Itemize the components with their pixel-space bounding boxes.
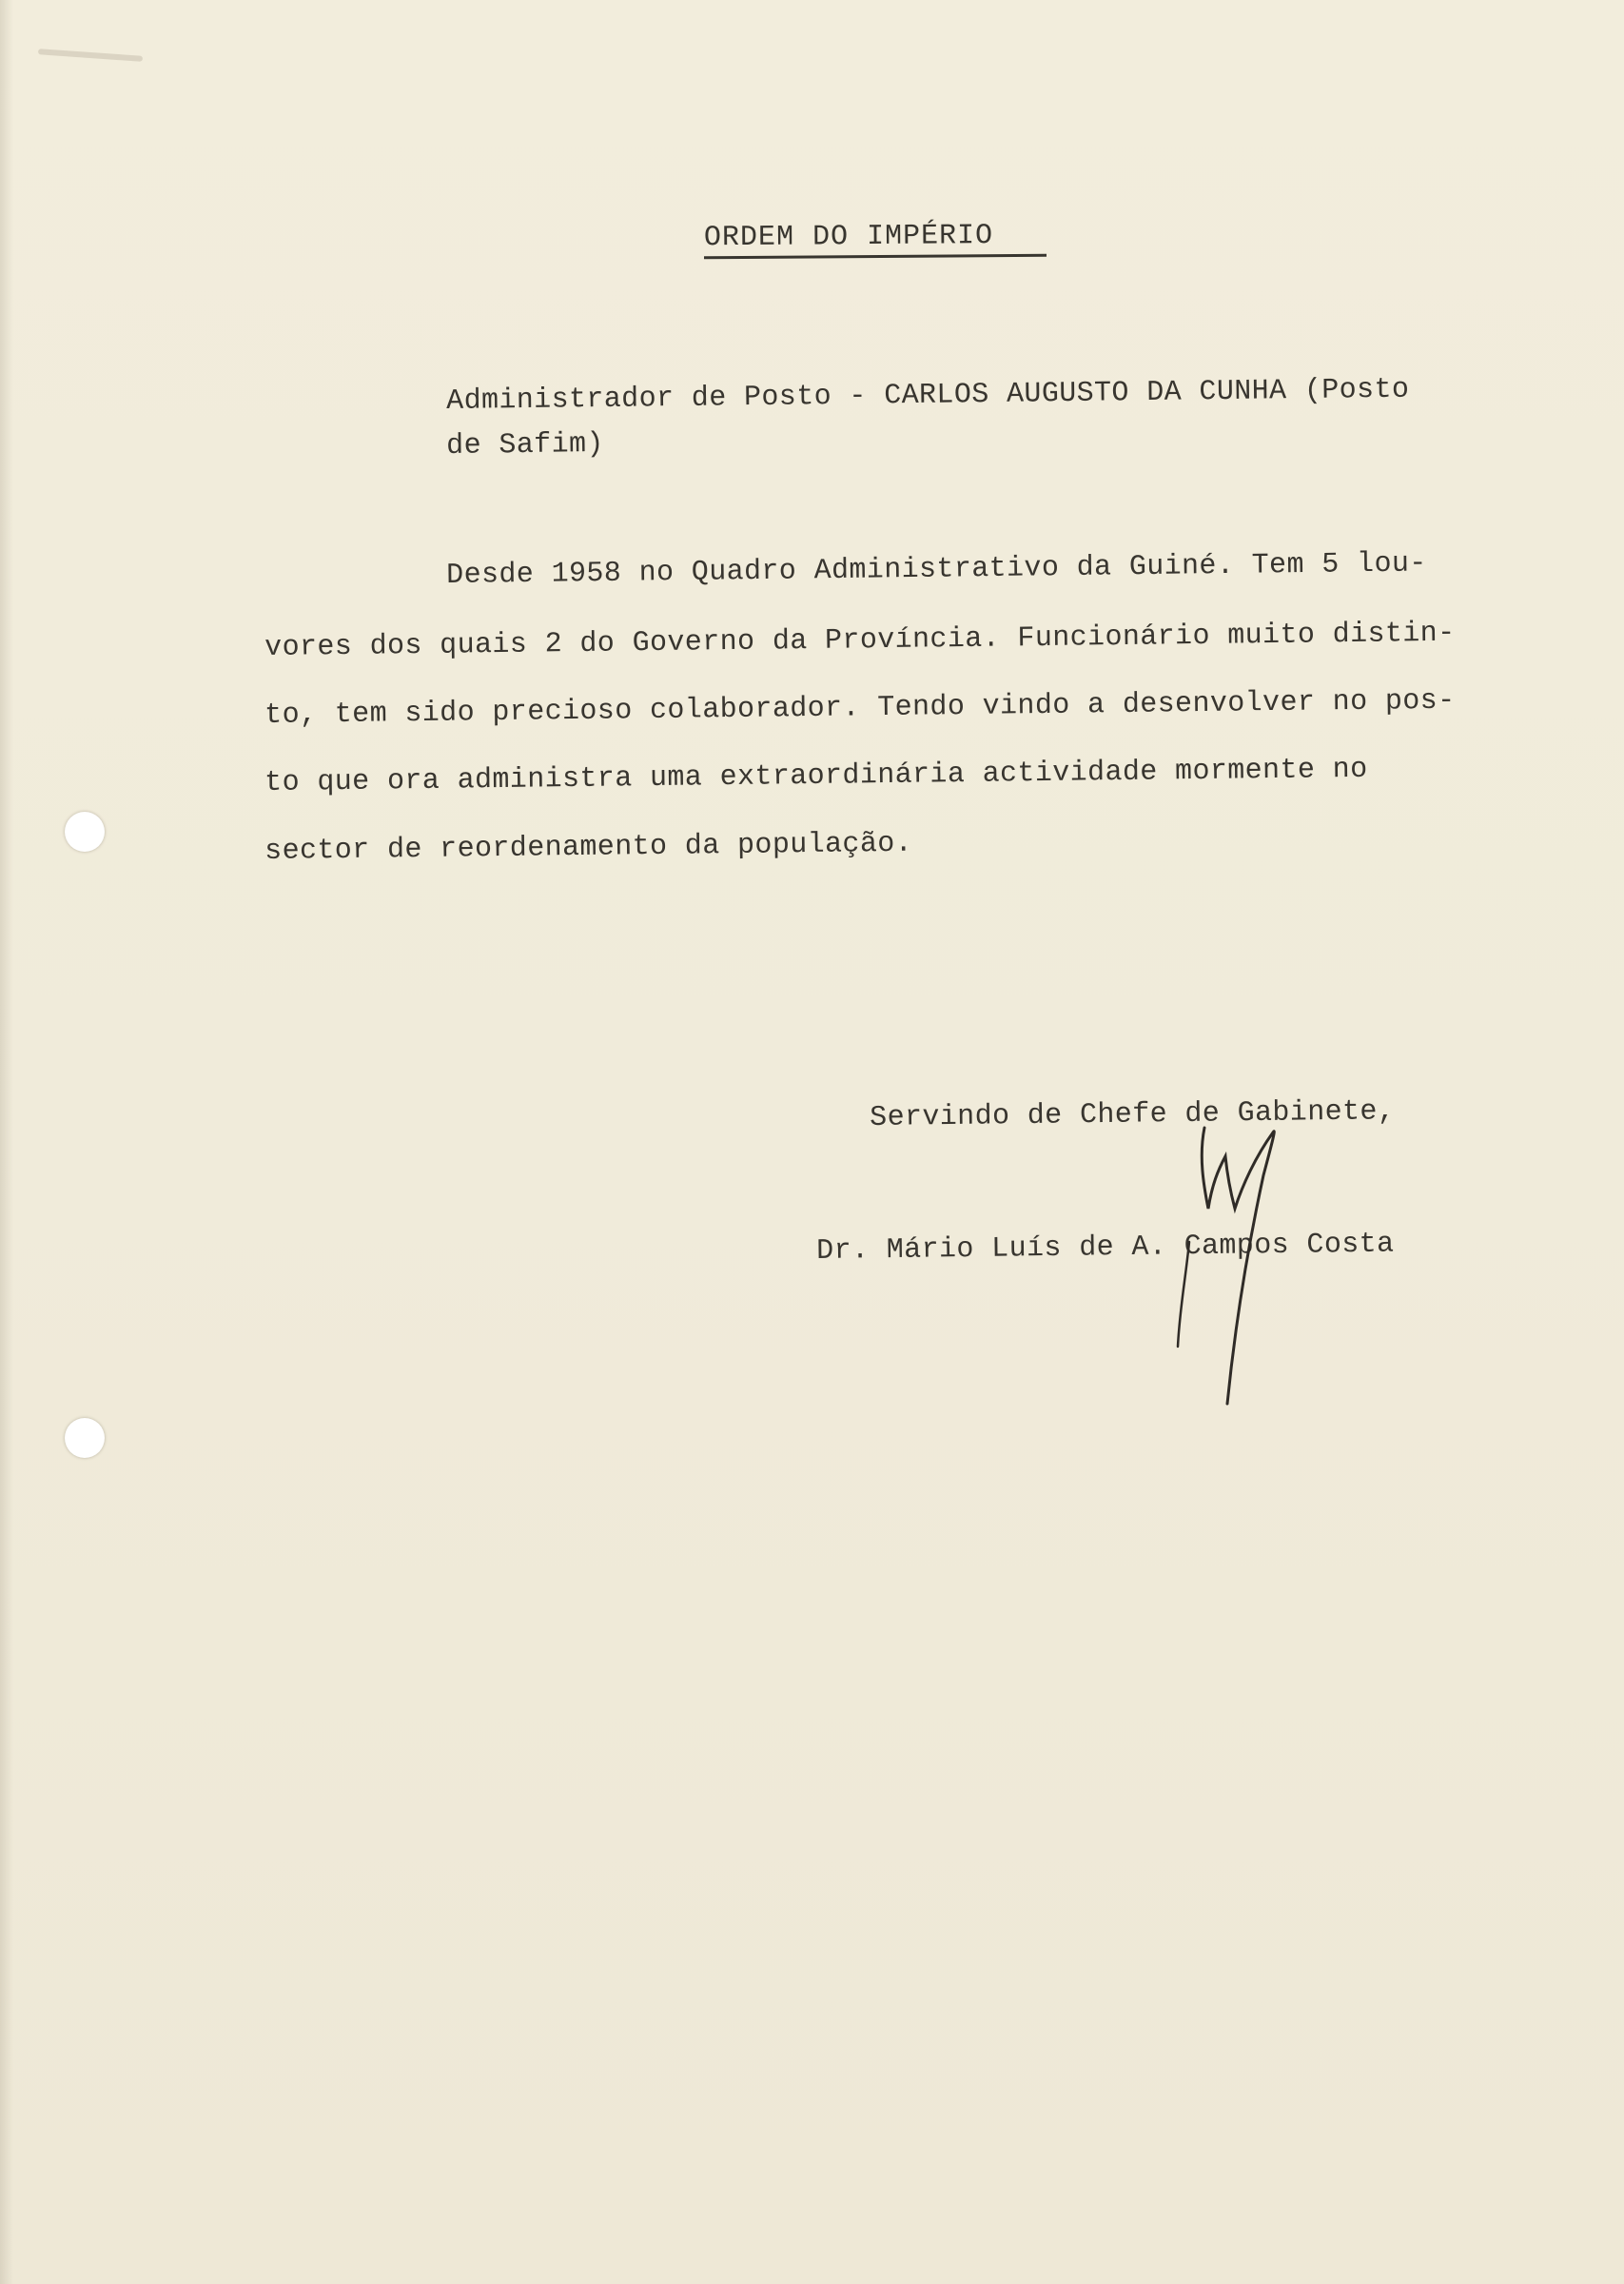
body-text-line: sector de reordenamento da população.	[264, 827, 913, 868]
body-text-line: Desde 1958 no Quadro Administrativo da Guiné. Tem 5 lou-	[446, 547, 1427, 592]
page-edge-shadow	[0, 0, 13, 2284]
punch-hole	[65, 812, 105, 852]
subject-line: de Safim)	[446, 427, 605, 463]
document-title: ORDEM DO IMPÉRIO	[703, 220, 994, 255]
signatory-name: Dr. Mário Luís de A. Campos Costa	[816, 1228, 1395, 1268]
handwritten-signature	[1151, 1118, 1360, 1451]
body-text-line: to que ora administra uma extraordinária actividade mormente no	[264, 753, 1368, 799]
closing-line: Servindo de Chefe de Gabinete,	[870, 1095, 1396, 1134]
punch-hole	[65, 1418, 105, 1458]
title-underline	[704, 254, 1047, 260]
subject-line: Administrador de Posto - CARLOS AUGUSTO DA CUNHA (Posto	[446, 373, 1410, 418]
body-text-line: vores dos quais 2 do Governo da Província. Funcionário muito distin-	[264, 617, 1456, 664]
body-text-line: to, tem sido precioso colaborador. Tendo vindo a desenvolver no pos-	[264, 684, 1456, 732]
paper-crease	[38, 49, 143, 62]
